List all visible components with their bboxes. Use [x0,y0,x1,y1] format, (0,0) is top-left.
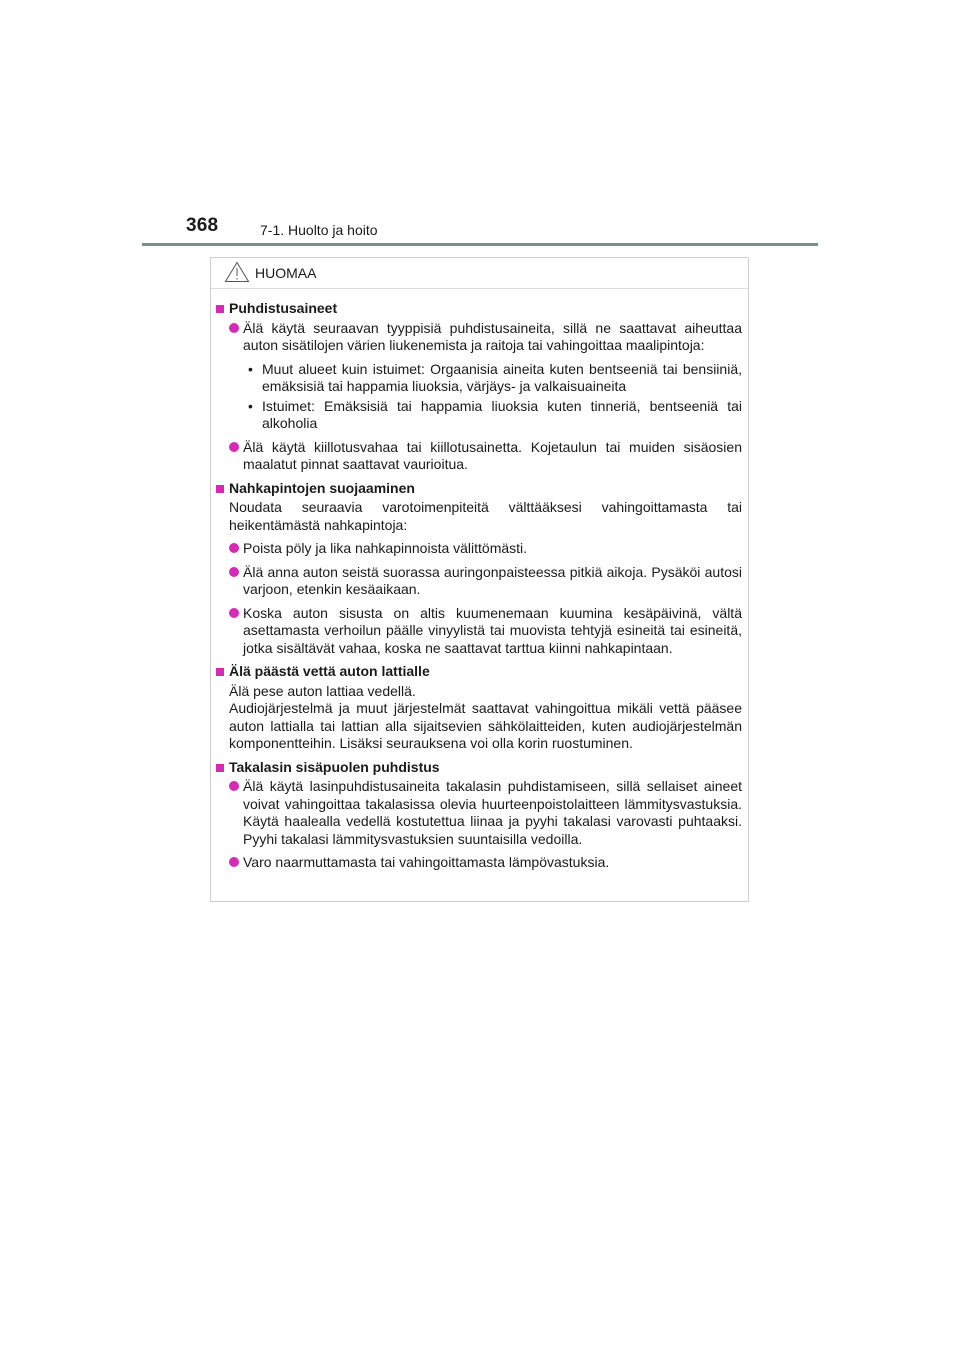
bullet-item [229,605,742,658]
section-cleaning-agents [216,300,742,474]
section-heading-text: Puhdistusaineet [229,300,338,316]
square-bullet-icon [216,668,224,676]
header-rule [142,243,818,246]
circle-bullet-icon [229,323,239,333]
section-heading [216,300,742,318]
sub-item [248,361,742,396]
notice-header [211,258,748,289]
sub-item-text: Istuimet: Emäksisiä tai happamia liuoksia kuten tinneriä, bentseeniä tai alkoholia [262,397,742,431]
bullet-item [229,854,742,872]
notice-body [211,289,748,872]
bullet-item [229,320,742,355]
section-paragraph: Audiojärjestelmä ja muut järjestelmät saattavat vahingoittua mikäli vettä pääsee auton lattialla tai lattian alla sijaitsevien sähkölaitteiden, kuten audiojärjestelmän komponentteihin. Lisäksi seurauksena voi olla korin ruostuminen. [229,700,742,751]
circle-bullet-icon [229,442,239,452]
bullet-item [229,439,742,474]
bullet-text: Poista pöly ja lika nahkapinnoista välittömästi. [243,540,528,556]
notice-box [210,257,749,902]
circle-bullet-icon [229,543,239,553]
section-paragraph: Älä pese auton lattiaa vedellä. [229,682,416,699]
bullet-text: Älä käytä lasinpuhdistusaineita takalasin puhdistamiseen, sillä sellaiset aineet voivat vahingoittaa takalasissa olevia huurteenpoistolaitteen lämmitysvastuksia. Käytä haalealla vedellä kostutettua liinaa ja pyyhi takalasi varovasti puhtaaksi. Pyyhi takalasi lämmitysvastuksien suuntaisilla vedoilla. [243,778,742,847]
section-title: 7-1. Huolto ja hoito [260,222,378,238]
circle-bullet-icon [229,781,239,791]
bullet-item [229,564,742,599]
section-heading-text: Nahkapintojen suojaaminen [229,479,415,496]
bullet-text: Koska auton sisusta on altis kuumenemaan kuumina kesäpäivinä, vältä asettamasta verhoilun päälle vinyylistä tai muovista tehtyjä esineitä tai esineitä, jotka sisältävät vahaa, koska ne saattavat tarttua kiinni nahkapintaan. [243,604,742,656]
small-bullet-icon: • [248,360,253,377]
section-heading-text: Takalasin sisäpuolen puhdistus [229,758,440,775]
section-intro: Noudata seuraavia varotoimenpiteitä välttääksesi vahingoittamasta tai heikentämästä nahkapintoja: [229,499,742,533]
bullet-text: Älä anna auton seistä suorassa auringonpaisteessa pitkiä aikoja. Pysäköi autosi varjoon, etenkin kesäaikaan. [243,563,742,597]
section-heading [216,759,742,777]
bullet-text: Älä käytä kiillotusvahaa tai kiillotusainetta. Kojetaulun tai muiden sisäosien maalatut pinnat saattavat vaurioitua. [243,438,742,472]
notice-title: HUOMAA [255,265,317,281]
section-rear-window-cleaning [216,759,742,872]
sub-item-text: Muut alueet kuin istuimet: Orgaanisia aineita kuten bentseeniä tai bensiiniä, emäksisiä tai happamia liuoksia, värjäys- ja valkaisuaineita [262,360,742,394]
small-bullet-icon: • [248,397,253,414]
square-bullet-icon [216,305,224,313]
square-bullet-icon [216,764,224,772]
bullet-text: Älä käytä seuraavan tyyppisiä puhdistusaineita, sillä ne saattavat aiheuttaa auton sisätilojen värien liukenemista ja raitoja tai vahingoittaa maalipintoja: [243,319,742,353]
section-leather-protection [216,480,742,658]
bullet-text: Varo naarmuttamasta tai vahingoittamasta lämpövastuksia. [243,854,610,870]
sub-item [248,398,742,433]
circle-bullet-icon [229,567,239,577]
section-water-on-floor [216,663,742,753]
section-heading [216,480,742,498]
section-heading-text: Älä päästä vettä auton lattialle [229,663,430,679]
page-number: 368 [186,215,219,236]
circle-bullet-icon [229,857,239,867]
warning-triangle-icon [224,261,250,283]
section-heading [216,663,742,681]
bullet-item [229,778,742,848]
bullet-item [229,540,742,558]
square-bullet-icon [216,485,224,493]
circle-bullet-icon [229,608,239,618]
